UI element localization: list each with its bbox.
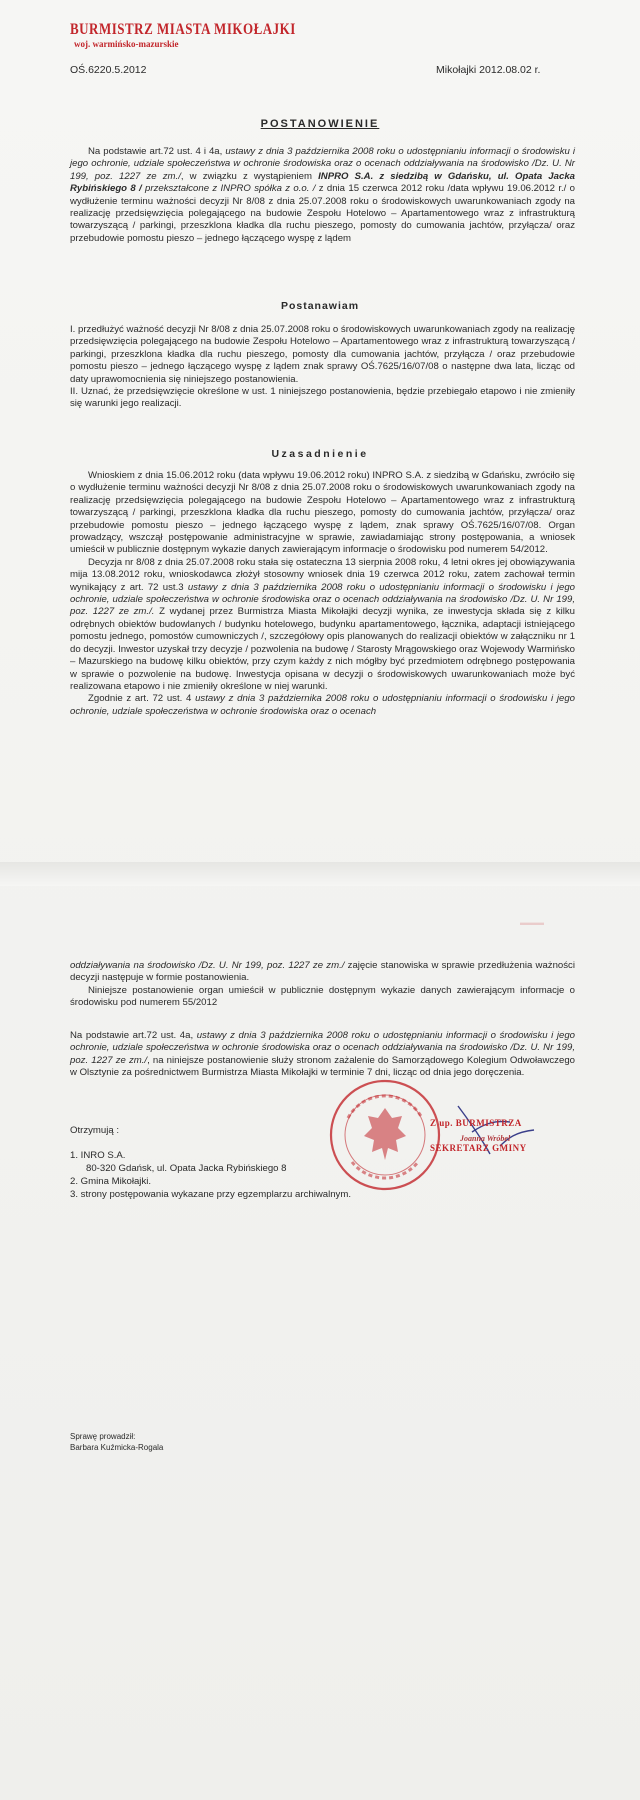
justification-paragraph-1: Wnioskiem z dnia 15.06.2012 roku (data wpływu 19.06.2012 roku) INPRO S.A. z siedzibą w Gdańsku, zwróciło się o wydłużenie terminu ważności decyzji Nr 8/08 z dnia 25.07.2008 roku o środowiskowych uwarunkowaniach zgody na realizację przedsięwzięcia polegającego na budowie Zespołu Hotelowo – Apartamentowego wraz z infrastrukturą towarzyszącą / parkingi, przeszklona kładka dla ruchu pieszego, pomosty do cumowania jachtów, przyłącza/ oraz przebudowie pomostu pieszo – jednego łączącego wyspę z lądem, znak sprawy OŚ.7625/16/07/08. Organ prowadzący, wszczął postępowanie administracyjne w sprawie, zawiadamiając strony postępowania, a wniosek umieścił w publicznie dostępnym wykazie danych zawierającym informacje o środowisku pod numerem 54/2012. — [70, 470, 575, 556]
recipient-item: 2. Gmina Mikołajki. — [70, 1176, 152, 1187]
recipients — [70, 1124, 520, 1201]
reference-number: OŚ.6220.5.2012 — [70, 64, 147, 76]
bleed-through-stamp: ▬▬▬ — [520, 918, 544, 927]
recipient-item: 1. INRO S.A. — [70, 1150, 126, 1161]
document-date: Mikołajki 2012.08.02 r. — [436, 64, 541, 76]
page-break — [0, 862, 640, 886]
justification-paragraph-2: Decyzja nr 8/08 z dnia 25.07.2008 roku stała się ostateczna 13 sierpnia 2008 roku, 4 letni okres jej obowiązywania mija 13.08.2012 roku, wnioskodawca złożył stosowny wniosek dnia 19 czerwca 2012 roku, zatem zachował termin wynikający z art. 72 ust.3 ustawy z dnia 3 października 2008 roku o udostępnianiu informacji o środowisku i jego ochronie, udziale społeczeństwa w ochronie środowiska oraz o ocenach oddziaływania na środowisko /Dz. U. Nr 199, poz. 1227 ze zm./. Z wydanej przez Burmistrza Miasta Mikołajki decyzji wynika, ze inwestycja składa się z kilku odrębnych obiektów budowlanych / budynku hotelowego, budynku apartamentowego, łącznika, adaptacji istniejącego pomostu jednego, pomostów cumowniczych /, szczegółowy opis planowanych do realizacji obiektów w załączniku nr 1 do decyzji. Inwestor uzyskał trzy decyzje / pozwolenia na budowę / Starosty Mrągowskiego oraz Wojewody Warmińsko – Mazurskiego na budowę kilku obiektów, przy czym każdy z nich mógłby być przedmiotem odrębnego postępowania w sprawie o pozwolenie na budowę. Inwestycja opisana w decyzji o środowiskowych uwarunkowaniach może być realizowana etapowo i nie zmieniły określone w niej warunki. — [70, 556, 576, 692]
stamp-line-2: woj. warmińsko-mazurskie — [74, 39, 179, 49]
justification-paragraph-3: Zgodnie z art. 72 ust. 4 ustawy z dnia 3 października 2008 roku o udostępnianiu informacji o środowisku i jego ochronie, udziale społeczeństwa w ochronie środowiska oraz o ocenach — [70, 693, 575, 717]
justification-paragraph-5: Niniejsze postanowienie organ umieścił w publicznie dostępnym wykazie danych zawierającym informacje o środowisku pod numerem 55/2012 — [70, 984, 575, 1009]
prepared-by-label: Sprawę prowadził: — [70, 1432, 136, 1441]
signature-title: SEKRETARZ GMINY — [430, 1143, 527, 1153]
appeal-section — [70, 1030, 575, 1080]
intro-paragraph: Na podstawie art.72 ust. 4 i 4a, ustawy z dnia 3 października 2008 roku o udostępnianiu informacji o środowisku i jego ochronie, udziale społeczeństwa w ochronie środowiska oraz o ocenach oddziaływania na środowisko /Dz. U. Nr 199, poz. 1227 ze zm./, w związku z wystąpieniem INPRO S.A. z siedzibą w Gdańsku, ul. Opata Jacka Rybińskiego 8 / przekształcone z INPRO spółka z o.o. / z dnia 15 czerwca 2012 roku /data wpływu 19.06.2012 r./ o wydłużenie terminu ważności decyzji Nr 8/08 z dnia 25.07.2008 roku o środowiskowych uwarunkowaniach zgody na realizację przedsięwzięcia polegającego na budowie Zespołu Hotelowo – Apartamentowego wraz z infrastrukturą towarzyszącą / parkingi, przeszklona kładka dla ruchu pieszego, pomosty do cumowania jachtów, przyłącza/ oraz przebudowie pomostu pieszo – jednego łączącego wyspę z lądem — [70, 146, 576, 244]
justification-heading: Uzasadnienie — [271, 448, 369, 460]
justification-continued — [70, 960, 575, 1010]
decision-section — [70, 324, 575, 411]
signature-name: Joanna Wróbel — [460, 1134, 511, 1143]
justification-paragraph-4: oddziaływania na środowisko /Dz. U. Nr 199, poz. 1227 ze zm./ zajęcie stanowiska w sprawie przedłużenia ważności decyzji następuje w formie postanowienia. — [70, 960, 575, 984]
prepared-by — [70, 1432, 163, 1453]
recipient-item: 80-320 Gdańsk, ul. Opata Jacka Rybińskiego 8 — [86, 1163, 287, 1174]
intro-section — [70, 146, 575, 245]
justification-section — [70, 470, 575, 718]
recipient-item: 3. strony postępowania wykazane przy egzemplarzu archiwalnym. — [70, 1189, 352, 1200]
stamp-line-1: BURMISTRZ MIASTA MIKOŁAJKI — [70, 19, 296, 38]
document-title: POSTANOWIENIE — [260, 118, 380, 130]
recipients-heading: Otrzymują : — [70, 1125, 120, 1136]
signature-line-1: Z up. BURMISTRZA — [430, 1118, 522, 1128]
office-stamp — [70, 19, 296, 49]
decision-item-1: I. przedłużyć ważność decyzji Nr 8/08 z dnia 25.07.2008 roku o środowiskowych uwarunkowaniach zgody na realizację przedsięwzięcia polegającego na budowie Zespołu Hotelowo – Apartamentowego wraz z infrastrukturą towarzyszącą / parkingi, przeszklona kładka dla ruchu pieszego, pomosty dla cumowania jachtów, przyłącza / oraz przebudowie pomostu pieszo – jednego łączącego wyspę z lądem znak sprawy OŚ.7625/16/07/08 o następne dwa lata, licząc od daty uprawomocnienia się niniejszego postanowienia. — [70, 324, 576, 385]
appeal-paragraph: Na podstawie art.72 ust. 4a, ustawy z dnia 3 października 2008 roku o udostępnianiu informacji o środowisku i jego ochronie, udziale społeczeństwa w ochronie środowiska oraz o ocenach oddziaływania na środowisko /Dz. U. Nr 199, poz. 1227 ze zm./, na niniejsze postanowienie służy stronom zażalenie do Samorządowego Kolegium Odwoławczego w Olsztynie za pośrednictwem Burmistrza Miasta Mikołajki w terminie 7 dni, licząc od dnia jego doręczenia. — [70, 1030, 576, 1079]
prepared-by-name: Barbara Kuźmicka-Rogala — [70, 1442, 164, 1452]
decision-item-2: II. Uznać, że przedsięwzięcie określone w ust. 1 niniejszego postanowienia, będzie przebiegało etapowo i nie zmieniły się warunki jego realizacji. — [70, 386, 575, 410]
decision-heading: Postanawiam — [280, 300, 360, 312]
